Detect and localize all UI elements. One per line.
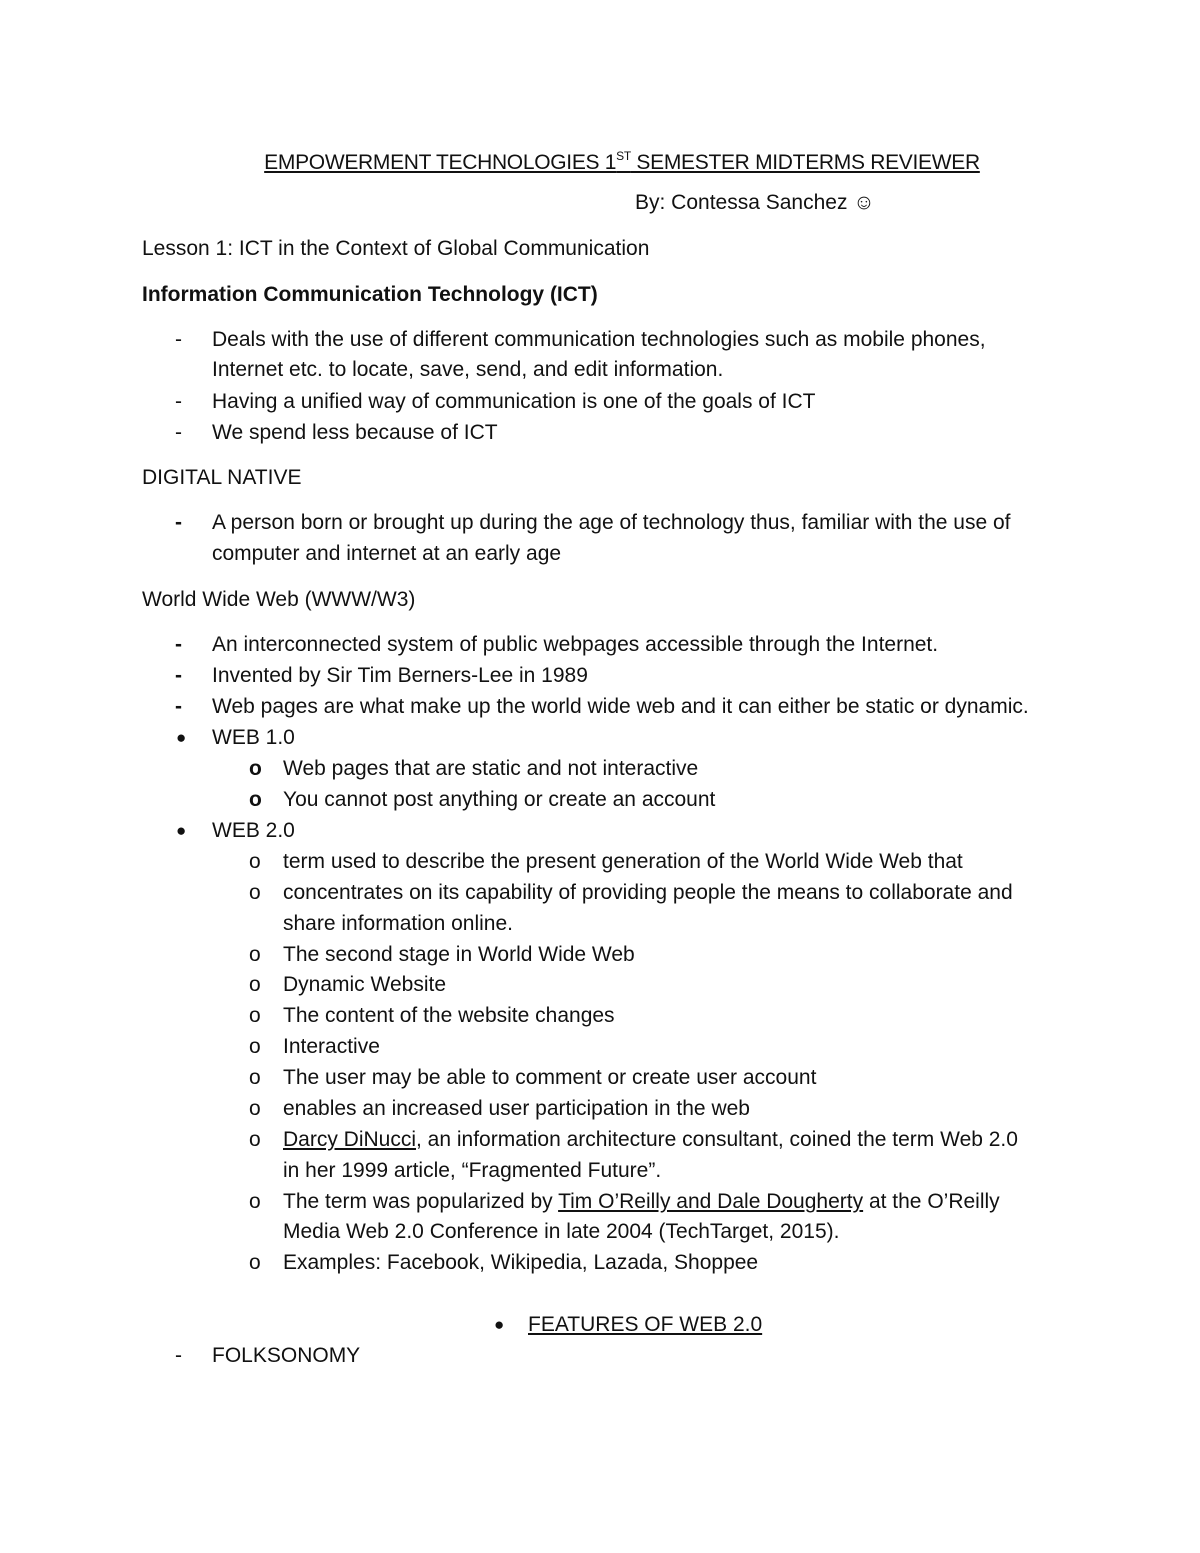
digital-native-heading: DIGITAL NATIVE [142,466,302,489]
dinucci-name: Darcy DiNucci [283,1128,417,1151]
dinucci-text: , an information architecture consultant, coined the term Web 2.0 [416,1128,1018,1151]
list-item: The user may be able to comment or create user account [283,1066,817,1089]
list-item: enables an increased user participation in the web [283,1097,750,1120]
circle-marker: o [249,1066,261,1089]
dash-marker: - [175,1344,182,1367]
bullet-icon: ● [494,1315,505,1334]
circle-marker: o [249,1004,261,1027]
title-text-rest: SEMESTER MIDTERMS REVIEWER [630,151,980,174]
circle-marker: o [249,757,262,780]
dash-marker: - [175,664,182,687]
dash-marker: - [175,328,182,351]
web2-label: WEB 2.0 [212,819,295,842]
folksonomy-heading: FOLKSONOMY [212,1344,361,1367]
circle-marker: o [249,881,261,904]
circle-marker: o [249,1190,261,1213]
list-item: term used to describe the present generation of the World Wide Web that [283,850,963,873]
list-item: Web pages that are static and not interactive [283,757,699,780]
web1-label: WEB 1.0 [212,726,295,749]
list-item: We spend less because of ICT [212,421,498,444]
list-item: An interconnected system of public webpages accessible through the Internet. [212,633,939,656]
list-item: computer and internet at an early age [212,542,562,565]
list-item: Media Web 2.0 Conference in late 2004 (TechTarget, 2015). [283,1220,840,1243]
document-title [0,143,1200,176]
list-item: You cannot post anything or create an account [283,788,716,811]
list-item: Dynamic Website [283,973,446,996]
list-item-dinucci [283,1127,1018,1153]
features-heading: FEATURES OF WEB 2.0 [528,1313,763,1336]
circle-marker: o [249,943,261,966]
list-item: share information online. [283,912,513,935]
list-item: Interactive [283,1035,380,1058]
bullet-icon: ● [176,728,187,747]
ict-heading: Information Communication Technology (ICT) [142,283,598,306]
list-item: Examples: Facebook, Wikipedia, Lazada, Shoppee [283,1251,759,1274]
author-byline: By: Contessa Sanchez ☺ [635,191,875,214]
list-item: concentrates on its capability of providing people the means to collaborate and [283,881,1013,904]
popularized-text: The term was popularized by [283,1190,559,1213]
dash-marker: - [175,695,182,718]
lesson-heading: Lesson 1: ICT in the Context of Global Communication [142,237,650,260]
list-item: A person born or brought up during the age of technology thus, familiar with the use of [212,511,1011,534]
circle-marker: o [249,850,261,873]
list-item: Web pages are what make up the world wide web and it can either be static or dynamic. [212,695,1029,718]
list-item: The second stage in World Wide Web [283,943,635,966]
list-item: in her 1999 article, “Fragmented Future”. [283,1159,662,1182]
www-heading: World Wide Web (WWW/W3) [142,588,416,611]
circle-marker: o [249,1128,261,1151]
title-superscript: ST [616,149,631,163]
list-item: The content of the website changes [283,1004,615,1027]
dash-marker: - [175,421,182,444]
list-item: Having a unified way of communication is one of the goals of ICT [212,390,816,413]
list-item: Internet etc. to locate, save, send, and edit information. [212,358,724,381]
dash-marker: - [175,511,182,534]
bullet-icon: ● [176,821,187,840]
dash-marker: - [175,390,182,413]
circle-marker: o [249,788,262,811]
circle-marker: o [249,1097,261,1120]
popularizers-names: Tim O’Reilly and Dale Dougherty [558,1190,864,1213]
list-item: Deals with the use of different communication technologies such as mobile phones, [212,328,986,351]
popularized-text-rest: at the O’Reilly [863,1190,1000,1213]
dash-marker: - [175,633,182,656]
circle-marker: o [249,1251,261,1274]
list-item-popularized [283,1189,1000,1215]
list-item: Invented by Sir Tim Berners-Lee in 1989 [212,664,588,687]
circle-marker: o [249,973,261,996]
circle-marker: o [249,1035,261,1058]
title-text: EMPOWERMENT TECHNOLOGIES 1 [264,151,617,174]
